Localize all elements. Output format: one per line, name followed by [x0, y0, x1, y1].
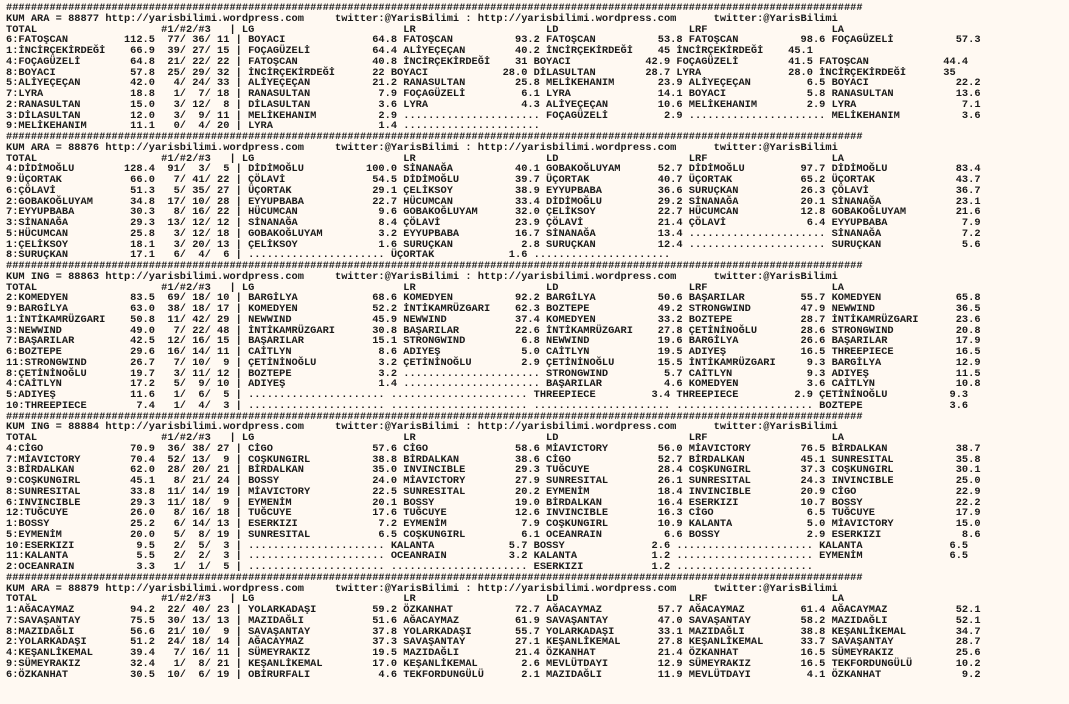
data-row: 1:ÇELİKSOY 18.1 3/ 20/ 13 | ÇELİKSOY 1.6 SURUÇKAN 2.8 SURUÇKAN 12.4 ...................... SURUÇKAN 5.6: [6, 238, 981, 251]
data-row: 9:MELİKEHANIM 11.1 0/ 4/ 20 | LYRA 1.4 ......................: [6, 120, 540, 133]
race-header: KUM ING = 88884 http://yarisbilimi.wordpress.com twitter:@YarisBilimi : http://yarisbilimi.wordpress.com twitter:@YarisBilimi: [6, 421, 838, 434]
data-row: 1:BOSSY 25.2 6/ 14/ 13 | ESERKIZI 7.2 EYMENİM 7.9 COŞKUNGIRL 10.9 KALANTA 5.0 MİAVICTORY 15.0: [6, 518, 981, 530]
data-row: 8:SURUÇKAN 17.1 6/ 4/ 6 | ...................... ÜÇORTAK 1.6 ......................: [6, 249, 671, 262]
data-row: 6:FATOŞCAN 112.5 77/ 36/ 11 | BOYACI 64.8 FATOŞCAN 93.2 FATOŞCAN 53.8 FATOŞCAN 98.6 FOÇAGÜZELİ 57.3: [6, 34, 981, 47]
data-row: 10:ESERKIZI 9.5 2/ 5/ 3 | ...................... KALANTA 5.7 BOSSY 2.6 ...................... KALANTA 6.5: [6, 539, 969, 552]
data-row: 7:BAŞARILAR 42.5 12/ 16/ 15 | BAŞARILAR 15.1 STRONGWIND 6.8 NEWWIND 19.6 BARGİLYA 26.6 BAŞARILAR 17.9: [6, 335, 981, 348]
data-row: 10:THREEPIECE 7.4 1/ 4/ 3 | ...................... ...................... ...................... ...................... BOZTEPE 3.6: [6, 399, 969, 412]
data-row: 1:İNTİKAMRÜZGARI 50.8 11/ 42/ 29 | NEWWIND 45.9 NEWWIND 37.4 KOMEDYEN 33.2 BOZTEPE 28.7 İNTİKAMRÜZGARI 23.6: [6, 313, 981, 326]
data-row: 1:İNCİRÇEKİRDEĞİ 66.9 39/ 27/ 15 | FOÇAGÜZELİ 64.4 ALİYEÇEÇAN 40.2 İNCİRÇEKİRDEĞİ 45 İNCİRÇEKİRDEĞİ 45.1: [6, 45, 813, 57]
data-row: 2:KOMEDYEN 83.5 69/ 18/ 10 | BARGİLYA 68.6 KOMEDYEN 92.2 BARGİLYA 50.6 BAŞARILAR 55.7 KOMEDYEN 65.8: [6, 292, 981, 305]
data-row: 6:INVINCIBLE 29.3 11/ 18/ 9 | EYMENİM 20.1 BOSSY 19.0 BİRDALKAN 16.4 ESERKIZI 10.7 BOSSY 22.2: [6, 496, 981, 509]
column-header: TOTAL #1/#2/#3 | LG LR LD LRF LA: [6, 23, 844, 36]
separator-line: ##########################################################################################################################################: [6, 260, 863, 272]
data-row: 4:CAİTLYN 17.2 5/ 9/ 10 | ADIYEŞ 1.4 ...................... BAŞARILAR 4.6 KOMEDYEN 3.6 CAİTLYN 10.8: [6, 378, 981, 391]
data-row: 9:SÜMEYRAKIZ 32.4 1/ 8/ 21 | KEŞANLİKEMAL 17.0 KEŞANLİKEMAL 2.6 MEVLÜTDAYI 12.9 SÜMEYRAKIZ 16.5 TEKFORDUNGÜLÜ 10.2: [6, 657, 981, 670]
data-row: 6:ÖZKANHAT 30.5 10/ 6/ 19 | OBİRURFALI 4.6 TEKFORDUNGÜLÜ 2.1 MAZIDAĞLI 11.9 MEVLÜTDAYI 4.1 ÖZKANHAT 9.2: [6, 668, 981, 681]
data-row: 2:RANASULTAN 15.0 3/ 12/ 8 | DİLASULTAN 3.6 LYRA 4.3 ALİYEÇEÇAN 10.6 MELİKEHANIM 2.9 LYRA 7.1: [6, 98, 981, 111]
data-row: 1:AĞACAYMAZ 94.2 22/ 40/ 23 | YOLARKADAŞI 59.2 ÖZKANHAT 72.7 AĞACAYMAZ 57.7 AĞACAYMAZ 61.4 AĞACAYMAZ 52.1: [6, 604, 981, 616]
column-header: TOTAL #1/#2/#3 | LG LR LD LRF LA: [6, 152, 844, 165]
data-row: 2:GOBAKOĞLUYAM 34.8 17/ 10/ 28 | EYYUPBABA 22.7 HÜCUMCAN 33.4 DİDİMOĞLU 29.2 SİNANAĞA 20.1 SİNANAĞA 23.1: [6, 195, 981, 208]
data-row: 11:KALANTA 5.5 2/ 2/ 3 | ...................... OCEANRAIN 3.2 KALANTA 1.2 ...................... EYMENİM 6.5: [6, 550, 969, 563]
separator-line: ##########################################################################################################################################: [6, 2, 863, 14]
data-row: 5:ADIYEŞ 11.6 1/ 6/ 5 | ...................... ...................... THREEPIECE 3.4 THREEPIECE 2.9 ÇETİNİNOĞLU 9.3: [6, 389, 969, 401]
data-row: 8:BOYACI 57.8 25/ 29/ 32 | İNCİRÇEKİRDEĞİ 22 BOYACI 28.0 DİLASULTAN 28.7 LYRA 28.0 İNCİRÇEKİRDEĞİ 35: [6, 66, 956, 79]
data-row: 3:DİLASULTAN 12.0 3/ 9/ 11 | MELİKEHANIM 2.9 ...................... FOÇAGÜZELİ 2.9 ...................... MELİKEHANIM 3.6: [6, 109, 981, 122]
data-row: 6:ÇÖLAVİ 51.3 5/ 35/ 27 | ÜÇORTAK 29.1 ÇELİKSOY 38.9 EYYUPBABA 36.6 SURUÇKAN 26.3 ÇÖLAVİ 36.7: [6, 184, 981, 197]
data-row: 11:STRONGWIND 26.7 7/ 10/ 9 | ÇETİNİNOĞLU 3.2 ÇETİNİNOĞLU 2.9 ÇETİNİNOĞLU 15.5 İNTİKAMRÜZGARI 9.3 BARGİLYA 12.9: [6, 356, 981, 369]
data-row: 5:ALİYEÇEÇAN 42.0 4/ 24/ 33 | ALİYEÇEÇAN 21.2 RANASULTAN 25.8 MELİKEHANIM 23.9 ALİYEÇEÇAN 6.5 BOYACI 22.2: [6, 77, 981, 90]
data-row: 12:TUĞCUYE 26.0 8/ 16/ 18 | TUĞCUYE 17.6 TUĞCUYE 12.6 INVINCIBLE 16.3 CİGO 6.5 TUĞCUYE 17.9: [6, 507, 981, 520]
separator-line: ##########################################################################################################################################: [6, 410, 863, 423]
data-row: 3:SİNANAĞA 29.3 13/ 12/ 12 | SİNANAĞA 8.4 ÇÖLAVİ 23.9 ÇÖLAVİ 21.4 ÇÖLAVİ 6.4 EYYUPBABA 7.9: [6, 217, 981, 229]
data-row: 4:CİGO 70.9 36/ 38/ 27 | CİGO 57.6 CİGO 58.6 MİAVICTORY 56.0 MİAVICTORY 76.5 BİRDALKAN 38.7: [6, 442, 981, 455]
data-row: 9:COŞKUNGIRL 45.1 8/ 21/ 24 | BOSSY 24.0 MİAVICTORY 27.9 SUNRESITAL 26.1 SUNRESITAL 24.3 INVINCIBLE 25.0: [6, 475, 981, 487]
data-row: 5:HÜCUMCAN 25.8 3/ 12/ 18 | GOBAKOĞLUYAM 3.2 EYYUPBABA 16.7 SİNANAĞA 13.4 ...................... SİNANAĞA 7.2: [6, 227, 981, 240]
column-header: TOTAL #1/#2/#3 | LG LR LD LRF LA: [6, 432, 844, 444]
separator-line: ##########################################################################################################################################: [6, 571, 863, 584]
column-header: TOTAL #1/#2/#3 | LG LR LD LRF LA: [6, 281, 844, 294]
data-row: 3:NEWWIND 49.0 7/ 22/ 48 | İNTİKAMRÜZGARI 30.8 BAŞARILAR 22.6 İNTİKAMRÜZGARI 27.8 ÇETİNİNOĞLU 28.6 STRONGWIND 20.8: [6, 324, 981, 337]
separator-line: ##########################################################################################################################################: [6, 131, 863, 143]
data-row: 5:EYMENİM 20.0 5/ 8/ 19 | SUNRESITAL 6.5 COŞKUNGIRL 6.1 OCEANRAIN 6.6 BOSSY 2.9 ESERKIZI 8.6: [6, 528, 981, 541]
data-row: 7:SAVAŞANTAY 75.5 30/ 13/ 13 | MAZIDAĞLI 51.6 AĞACAYMAZ 61.9 SAVAŞANTAY 47.0 SAVAŞANTAY 58.2 MAZIDAĞLI 52.1: [6, 614, 981, 627]
data-row: 3:BİRDALKAN 62.0 28/ 20/ 21 | BİRDALKAN 35.0 INVINCIBLE 29.3 TUĞCUYE 28.4 COŞKUNGIRL 37.3 COŞKUNGIRL 30.1: [6, 464, 981, 477]
data-row: 4:KEŞANLİKEMAL 39.4 7/ 16/ 11 | SÜMEYRAKIZ 19.5 MAZIDAĞLI 21.4 ÖZKANHAT 21.4 ÖZKANHAT 16.5 SÜMEYRAKIZ 25.6: [6, 647, 981, 659]
data-row: 8:MAZIDAĞLI 56.6 21/ 10/ 9 | SAVAŞANTAY 37.8 YOLARKADAŞI 55.7 YOLARKADAŞI 33.1 MAZIDAĞLI 38.8 KEŞANLİKEMAL 34.7: [6, 625, 981, 638]
data-row: 2:OCEANRAIN 3.3 1/ 1/ 5 | ...................... ...................... ESERKIZI 1.2 ......................: [6, 561, 813, 573]
column-header: TOTAL #1/#2/#3 | LG LR LD LRF LA: [6, 593, 844, 606]
race-header: KUM ING = 88863 http://yarisbilimi.wordpress.com twitter:@YarisBilimi : http://yarisbilimi.wordpress.com twitter:@YarisBilimi: [6, 270, 838, 283]
race-header: KUM ARA = 88879 http://yarisbilimi.wordpress.com twitter:@YarisBilimi : http://yarisbilimi.wordpress.com twitter:@YarisBilimi: [6, 582, 838, 595]
data-row: 9:BARGİLYA 63.0 38/ 18/ 17 | KOMEDYEN 52.2 İNTİKAMRÜZGARI 62.3 BOZTEPE 49.2 STRONGWIND 47.9 NEWWIND 36.5: [6, 303, 981, 315]
race-header: KUM ARA = 88877 http://yarisbilimi.wordpress.com twitter:@YarisBilimi : http://yarisbilimi.wordpress.com twitter:@YarisBilimi: [6, 12, 838, 25]
data-row: 9:ÜÇORTAK 66.0 7/ 41/ 22 | ÇÖLAVİ 54.5 DİDİMOĞLU 39.7 ÜÇORTAK 40.7 ÜÇORTAK 65.2 ÜÇORTAK 43.7: [6, 174, 981, 186]
data-row: 2:YOLARKADAŞI 51.2 24/ 18/ 14 | AĞACAYMAZ 37.3 SAVAŞANTAY 27.1 KEŞANLİKEMAL 27.8 KEŞANLİKEMAL 33.7 SAVAŞANTAY 28.7: [6, 636, 981, 649]
data-row: 7:EYYUPBABA 30.3 8/ 16/ 22 | HÜCUMCAN 9.6 GOBAKOĞLUYAM 32.0 ÇELİKSOY 22.7 HÜCUMCAN 12.8 GOBAKOĞLUYAM 21.6: [6, 206, 981, 219]
data-row: 7:MİAVICTORY 70.4 52/ 13/ 9 | COŞKUNGIRL 38.8 BİRDALKAN 38.6 CİGO 52.7 BİRDALKAN 45.1 SUNRESITAL 35.8: [6, 453, 981, 466]
data-row: 8:SUNRESITAL 33.8 11/ 14/ 19 | MİAVICTORY 22.5 SUNRESITAL 20.2 EYMENİM 18.4 INVINCIBLE 20.9 CİGO 22.9: [6, 485, 981, 498]
race-header: KUM ARA = 88876 http://yarisbilimi.wordpress.com twitter:@YarisBilimi : http://yarisbilimi.wordpress.com twitter:@YarisBilimi: [6, 141, 838, 154]
data-row: 6:BOZTEPE 29.6 16/ 14/ 11 | CAİTLYN 8.6 ADIYEŞ 5.0 CAİTLYN 19.5 ADIYEŞ 16.5 THREEPIECE 16.5: [6, 346, 981, 358]
data-row: 8:ÇETİNİNOĞLU 19.7 3/ 11/ 12 | BOZTEPE 3.2 ...................... STRONGWIND 5.7 CAİTLYN 9.3 ADIYEŞ 11.5: [6, 367, 981, 380]
data-row: 4:FOÇAGÜZELİ 64.8 21/ 22/ 22 | FATOŞCAN 40.8 İNCİRÇEKİRDEĞİ 31 BOYACI 42.9 FOÇAGÜZELİ 41.5 FATOŞCAN 44.4: [6, 55, 969, 68]
data-row: 7:LYRA 18.8 1/ 7/ 18 | RANASULTAN 7.9 FOÇAGÜZELİ 6.1 LYRA 14.1 BOYACI 5.8 RANASULTAN 13.6: [6, 88, 981, 100]
data-row: 4:DİDİMOĞLU 128.4 91/ 3/ 5 | DİDİMOĞLU 100.0 SİNANAĞA 40.1 GOBAKOĞLUYAM 52.7 DİDİMOĞLU 97.7 DİDİMOĞLU 83.4: [6, 163, 981, 176]
